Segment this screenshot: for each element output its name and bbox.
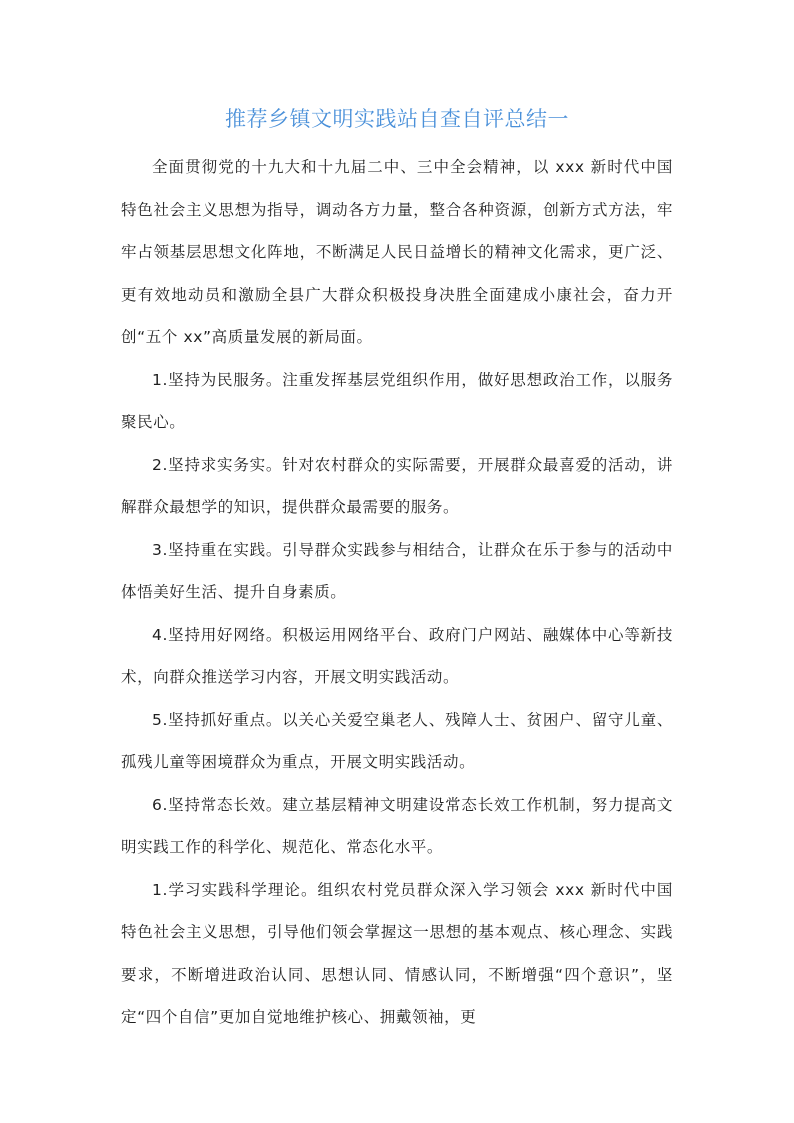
paragraph-item-5: 5.坚持抓好重点。以关心关爱空巢老人、残障人士、贫困户、留守儿童、孤残儿童等困境群众为重点，开展文明实践活动。	[121, 710, 673, 771]
document-body	[121, 146, 673, 1039]
paragraph-task-1: 1.学习实践科学理论。组织农村党员群众深入学习领会 xxx 新时代中国特色社会主义思想，引导他们领会掌握这一思想的基本观点、核心理念、实践要求，不断增进政治认同、思想认同、情感认同，不断增强“四个意识”，坚定“四个自信”更加自觉地维护核心、拥戴领袖，更	[121, 880, 673, 1026]
paragraph-intro: 全面贯彻党的十九大和十九届二中、三中全会精神，以 xxx 新时代中国特色社会主义思想为指导，调动各方力量，整合各种资源，创新方式方法，牢牢占领基层思想文化阵地，不断满足人民日益增长的精神文化需求，更广泛、更有效地动员和激励全县广大群众积极投身决胜全面建成小康社会，奋力开创“五个 xx”高质量发展的新局面。	[121, 158, 673, 346]
paragraph-item-1: 1.坚持为民服务。注重发挥基层党组织作用，做好思想政治工作，以服务聚民心。	[121, 370, 673, 431]
paragraph-item-3: 3.坚持重在实践。引导群众实践参与相结合，让群众在乐于参与的活动中体悟美好生活、提升自身素质。	[121, 540, 673, 601]
paragraph-item-2: 2.坚持求实务实。针对农村群众的实际需要，开展群众最喜爱的活动，讲解群众最想学的知识，提供群众最需要的服务。	[121, 455, 673, 516]
document-title: 推荐乡镇文明实践站自查自评总结一	[225, 107, 569, 131]
paragraph-item-4: 4.坚持用好网络。积极运用网络平台、政府门户网站、融媒体中心等新技术，向群众推送学习内容，开展文明实践活动。	[121, 625, 673, 686]
paragraph-item-6: 6.坚持常态长效。建立基层精神文明建设常态长效工作机制，努力提高文明实践工作的科学化、规范化、常态化水平。	[121, 795, 673, 856]
